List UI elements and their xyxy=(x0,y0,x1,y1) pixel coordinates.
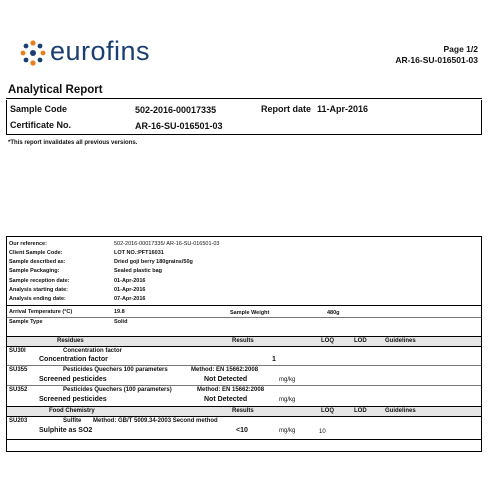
residues-header: Residues xyxy=(57,338,84,344)
test-code: SU30I xyxy=(9,348,26,354)
eurofins-logo xyxy=(20,38,190,68)
detail-value: 01-Apr-2016 xyxy=(114,287,146,293)
result-unit: mg/kg xyxy=(279,428,296,434)
page-number: Page 1/2 xyxy=(443,44,478,54)
report-id: AR-16-SU-016501-03 xyxy=(395,55,478,65)
lod-header: LOD xyxy=(354,408,367,414)
parameter-name: Screened pesticides xyxy=(39,396,107,403)
title-divider xyxy=(6,98,482,99)
detail-value: 01-Apr-2016 xyxy=(114,278,146,284)
loq-value: 10 xyxy=(319,429,326,435)
sample-code-value: 502-2016-00017335 xyxy=(135,105,217,115)
certificate-label: Certificate No. xyxy=(10,120,72,130)
test-title: Concentration factor xyxy=(63,348,123,354)
detail-value: Dried goji berry 180grains/50g xyxy=(114,259,193,265)
test-title: Pesticides Quechers 100 parameters xyxy=(63,367,168,373)
divider xyxy=(7,416,481,417)
detail-label: Sample reception date: xyxy=(9,278,70,284)
detail-label: Client Sample Code: xyxy=(9,250,63,256)
sample-details-box xyxy=(6,236,482,452)
sample-type-value: Solid xyxy=(114,319,128,325)
report-header-box xyxy=(6,100,482,135)
logo-text: eurofins xyxy=(50,36,151,66)
detail-value: Sealed plastic bag xyxy=(114,268,162,274)
divider xyxy=(7,406,481,407)
divider xyxy=(7,305,481,306)
divider xyxy=(7,385,481,386)
result-value: 1 xyxy=(272,356,276,363)
results-header: Results xyxy=(232,408,254,414)
test-method: Method: EN 15662:2008 xyxy=(197,387,265,393)
arrival-temp-value: 19.8 xyxy=(114,309,125,315)
detail-value: LOT NO.:PFT16031 xyxy=(114,250,164,256)
result-value: <10 xyxy=(236,427,248,434)
certificate-value: AR-16-SU-016501-03 xyxy=(135,121,223,131)
sample-type-label: Sample Type xyxy=(9,319,43,325)
report-date-value: 11-Apr-2016 xyxy=(317,104,369,114)
detail-label: Sample Packaging: xyxy=(9,268,60,274)
parameter-name: Concentration factor xyxy=(39,356,108,363)
results-header: Results xyxy=(232,338,254,344)
test-code: SU352 xyxy=(9,387,28,393)
result-unit: mg/kg xyxy=(279,377,296,383)
loq-header: LOQ xyxy=(321,338,334,344)
divider xyxy=(7,365,481,366)
detail-label: Analysis starting date: xyxy=(9,287,68,293)
loq-header: LOQ xyxy=(321,408,334,414)
test-method: Method: EN 15662:2008 xyxy=(191,367,259,373)
detail-value: 07-Apr-2016 xyxy=(114,296,146,302)
sample-weight-value: 480g xyxy=(327,310,340,316)
divider xyxy=(7,317,481,318)
parameter-name: Screened pesticides xyxy=(39,376,107,383)
food-chemistry-header: Food Chemistry xyxy=(49,408,95,414)
guidelines-header: Guidelines xyxy=(385,338,416,344)
lod-header: LOD xyxy=(354,338,367,344)
divider xyxy=(7,336,481,337)
detail-label: Our reference: xyxy=(9,241,47,247)
parameter-name: Sulphite as SO2 xyxy=(39,427,93,434)
test-method: Method: GB/T 5009.34-2003 Second method xyxy=(93,418,218,424)
detail-label: Analysis ending date: xyxy=(9,296,66,302)
sample-code-label: Sample Code xyxy=(10,104,68,114)
test-title: Sulfite xyxy=(63,418,82,424)
report-date-label: Report date xyxy=(261,104,312,114)
divider xyxy=(7,439,481,440)
detail-value: 502-2016-00017335/ AR-16-SU-016501-03 xyxy=(114,241,220,247)
page-title: Analytical Report xyxy=(8,84,103,96)
logo-dots-icon xyxy=(20,40,46,66)
detail-label: Sample described as: xyxy=(9,259,66,265)
divider xyxy=(7,346,481,347)
test-code: SU203 xyxy=(9,418,28,424)
test-title: Pesticides Quechers (100 parameters) xyxy=(63,387,172,393)
result-unit: mg/kg xyxy=(279,397,296,403)
arrival-temp-label: Arrival Temperature (°C) xyxy=(9,309,73,315)
result-value: Not Detected xyxy=(204,396,248,403)
test-code: SU355 xyxy=(9,367,28,373)
sample-weight-label: Sample Weight xyxy=(230,310,270,316)
guidelines-header: Guidelines xyxy=(385,408,416,414)
page-info xyxy=(395,44,478,66)
invalidation-note: *This report invalidates all previous versions. xyxy=(8,140,138,146)
result-value: Not Detected xyxy=(204,376,248,383)
